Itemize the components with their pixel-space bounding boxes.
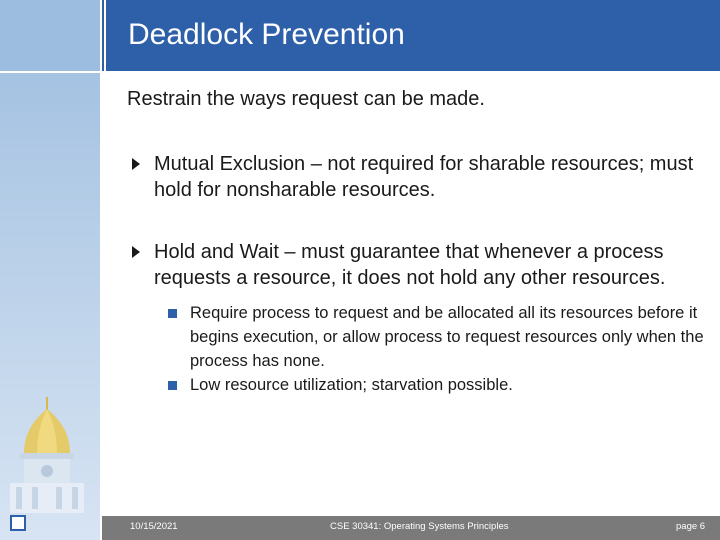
- footer-course: CSE 30341: Operating Systems Principles: [330, 521, 509, 532]
- bullet-item: [125, 239, 705, 291]
- sub-bullet-text: Low resource utilization; starvation possible.: [190, 376, 513, 394]
- sub-bullet-text: Require process to request and be allocated all its resources before it begins execution, or allow process to request resources only when the process has none.: [190, 304, 704, 370]
- left-band-top: [0, 0, 100, 72]
- triangle-bullet-icon: [132, 246, 140, 258]
- sub-bullet-item: [125, 373, 705, 397]
- footer-date: 10/15/2021: [130, 521, 178, 532]
- square-bullet-icon: [168, 381, 177, 390]
- bullet-item: [125, 151, 705, 203]
- divider-line: [104, 0, 106, 540]
- triangle-bullet-icon: [132, 158, 140, 170]
- slide-content: [125, 88, 705, 397]
- slide-title: Deadlock Prevention: [128, 18, 405, 51]
- sub-bullet-item: [125, 301, 705, 373]
- bullet-text: Hold and Wait – must guarantee that whenever a process requests a resource, it does not hold any other resources.: [154, 241, 666, 289]
- footer-page-number: page 6: [676, 521, 706, 532]
- divider-line: [100, 0, 102, 540]
- corner-square: [10, 515, 26, 531]
- square-bullet-icon: [168, 309, 177, 318]
- bullet-text: Mutual Exclusion – not required for sharable resources; must hold for nonsharable resources.: [154, 153, 694, 201]
- title-underline: [0, 71, 720, 73]
- intro-text: Restrain the ways request can be made.: [127, 88, 485, 110]
- golden-dome-icon: [2, 395, 92, 515]
